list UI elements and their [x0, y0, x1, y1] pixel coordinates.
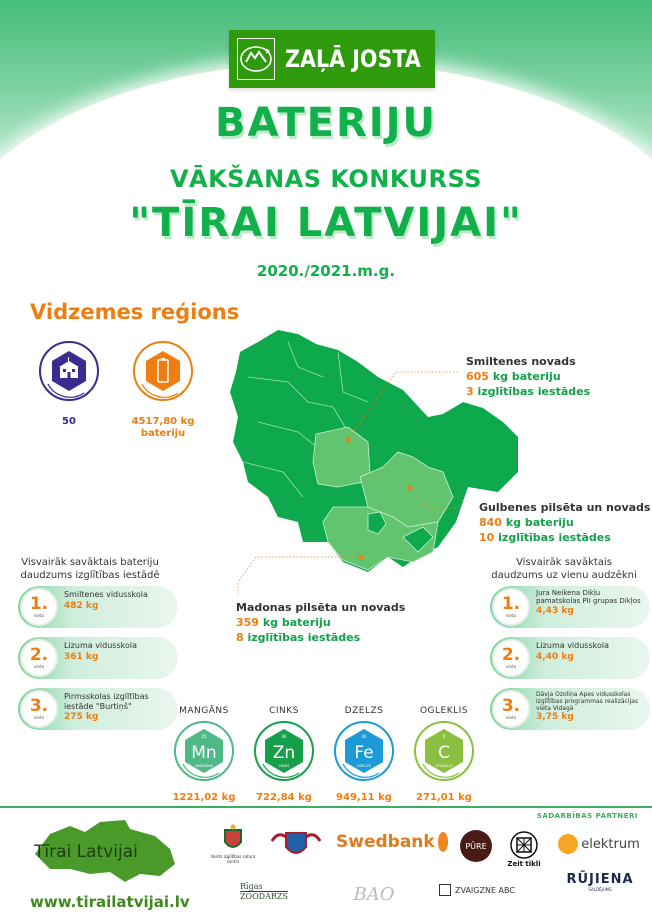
logo-text: ZAĻĀ JOSTA	[285, 45, 421, 73]
svg-text:Mn: Mn	[191, 743, 217, 763]
callout-madonas: Madonas pilsēta un novads 359 kg bateriju 8 izglītības iestādes	[236, 601, 406, 644]
manganese-element-icon	[173, 720, 235, 782]
svg-text:Zn: Zn	[272, 743, 296, 763]
tirai-latvijai-logo	[30, 814, 180, 884]
svg-text:30: 30	[281, 734, 287, 739]
iron-element-icon	[333, 720, 395, 782]
svg-text:CINKS: CINKS	[278, 764, 290, 768]
zinc-element-icon	[253, 720, 315, 782]
battery-stat-badge	[132, 340, 194, 402]
battery-icon	[132, 340, 194, 402]
partner-swedbank: Swedbank	[336, 832, 448, 852]
leaderboard-school-item-3: 3. vieta Pirmsskolas izglītības iestāde "Burtiņš" 275 kg	[18, 688, 178, 730]
tirai-latvijai-brand: Tīrai Latvijai	[34, 842, 138, 862]
footer-divider	[0, 806, 652, 808]
title-tirai-latvijai: "TĪRAI LATVIJAI"	[129, 200, 523, 246]
element-zinc: CINKS Zn 30 CINKS 722,84 kg	[244, 706, 324, 803]
elektrum-logo-icon	[558, 834, 578, 854]
svg-text:MANGĀNS: MANGĀNS	[195, 764, 213, 768]
carbon-element-icon	[413, 720, 475, 782]
partner-zvaigzne-abc: ZVAIGZNE ABC	[434, 884, 520, 896]
svg-text:6: 6	[442, 734, 446, 739]
coat-of-arms-icon	[220, 824, 246, 854]
leaderboard-student-item-2: 2. vieta Lizuma vidusskola 4,40 kg	[490, 637, 650, 679]
partner-bao: BAO	[353, 883, 395, 905]
region-title: Vidzemes reģions	[30, 300, 240, 324]
website-link[interactable]: www.tirailatvijai.lv	[30, 893, 190, 911]
partner-rujiena: RŪJIENA SALDĒJUMS	[566, 872, 634, 892]
leaderboard-school-item-1: 1. vieta Smiltenes vidusskola 482 kg	[18, 586, 178, 628]
zala-josta-logo	[229, 30, 435, 88]
school-building-icon	[38, 340, 100, 402]
svg-text:C: C	[438, 743, 450, 763]
battery-total: 4517,80 kg bateriju	[131, 416, 195, 439]
svg-text:Fe: Fe	[354, 743, 374, 763]
svg-text:DZELZS: DZELZS	[357, 764, 371, 768]
leaderboard-school-heading: Visvairāk savāktais bateriju daudzums izglītības iestādē	[20, 557, 160, 581]
partner-riga-zoo: Rīgas ZOODĀRZS	[240, 882, 288, 901]
partner-pure: PŪRE	[460, 830, 492, 862]
swedbank-oak-icon	[438, 832, 448, 852]
zvaigzne-logo-icon	[439, 884, 451, 896]
element-iron: DZELZS Fe 26 DZELZS 949,11 kg	[324, 706, 404, 803]
partner-zeit-tikli: Zeit tikli	[506, 830, 542, 868]
school-year: 2020./2021.m.g.	[256, 262, 396, 280]
element-manganese: MANGĀNS Mn 25 MANGĀNS 1221,02 kg	[172, 706, 236, 803]
leaderboard-student-heading: Visvairāk savāktais daudzums uz vienu audzēkni	[491, 557, 637, 581]
svg-text:26: 26	[361, 734, 367, 739]
svg-text:25: 25	[201, 734, 207, 739]
partners-label: SADARBĪBAS PARTNERI	[536, 812, 638, 820]
title-bateriju: BATERIJU	[215, 100, 437, 146]
heraldic-crest-icon	[268, 827, 324, 861]
leaderboard-student-item-3: 3. vieta Dāvja Ozoliņa Apes vidusskolas izglītības programmas realizācijas vieta Vidagā 3,75 kg	[490, 688, 650, 730]
school-stat-badge	[38, 340, 100, 402]
partner-elektrum: elektrum	[556, 834, 642, 854]
recycle-mountain-icon	[237, 38, 275, 80]
net-icon	[509, 830, 539, 860]
callout-smiltenes: Smiltenes novads 605 kg bateriju 3 izglītības iestādes	[466, 355, 591, 398]
title-vaksanas-konkurss: VĀKŠANAS KONKURSS	[169, 165, 483, 193]
school-count: 50	[62, 416, 76, 427]
leaderboard-student-item-1: 1. vieta Jura Neikena Dikļu pamatskolas PII grupas Dikļos 4,43 kg	[490, 586, 650, 628]
callout-gulbenes: Gulbenes pilsēta un novads 840 kg bateriju 10 izglītības iestādes	[479, 501, 651, 544]
partner-gulbene-arms	[268, 826, 324, 862]
leaderboard-school-item-2: 2. vieta Lizuma vidusskola 361 kg	[18, 637, 178, 679]
svg-text:OGLEKLIS: OGLEKLIS	[435, 764, 453, 768]
partner-visc: Valsts izglītības satura centrs	[210, 824, 256, 864]
element-carbon: OGLEKLIS C 6 OGLEKLIS 271,01 kg	[404, 706, 484, 803]
